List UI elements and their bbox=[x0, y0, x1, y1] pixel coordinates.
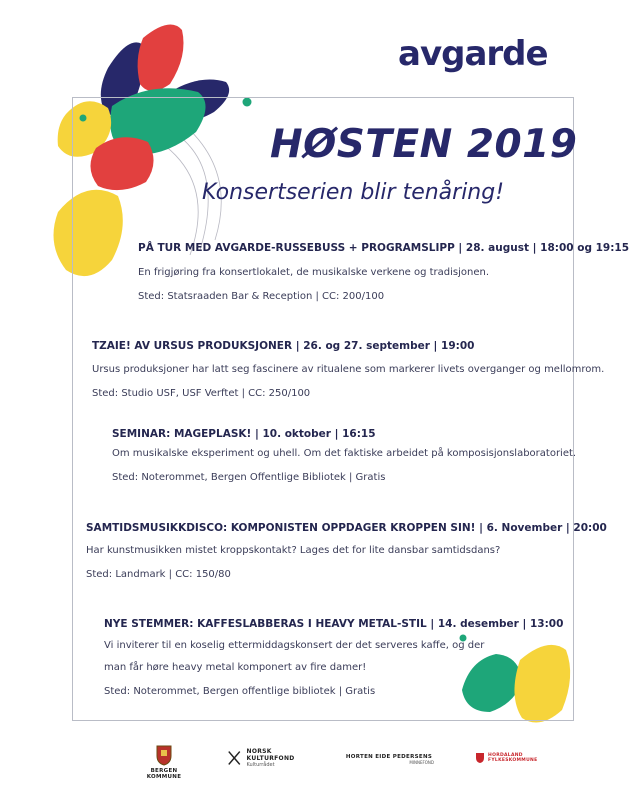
kulturfond-icon bbox=[226, 749, 243, 767]
sponsor-horten-label: HORTEN EIDE PEDERSENS bbox=[345, 754, 433, 760]
avgarde-logo: avgarde bbox=[398, 34, 548, 74]
sponsor-hordaland-label: HORDALAND FYLKESKOMMUNE bbox=[488, 753, 538, 763]
event-2-heading: TZAIE! AV URSUS PRODUKSJONER | 26. og 27. september | 19:00 bbox=[92, 340, 475, 352]
event-5-description-line-2: man får høre heavy metal komponert av fire damer! bbox=[104, 662, 367, 673]
event-4-venue: Sted: Landmark | CC: 150/80 bbox=[86, 569, 231, 580]
sponsor-bergen-kommune-label: BERGEN KOMMUNE bbox=[146, 768, 182, 780]
sponsor-horten-sub: MINNEFOND bbox=[409, 760, 434, 765]
crest-icon bbox=[155, 744, 173, 766]
sponsor-horten-eide-pedersens bbox=[344, 754, 434, 765]
sponsor-norsk-kulturfond bbox=[226, 748, 316, 768]
event-2-description: Ursus produksjoner har latt seg fascinere av ritualene som markerer livets overganger og mellomrom. bbox=[92, 364, 605, 375]
event-3-venue: Sted: Noterommet, Bergen Offentlige Bibliotek | Gratis bbox=[112, 472, 386, 483]
sponsor-kulturfond-label: NORSK KULTURFOND bbox=[246, 748, 295, 762]
event-1-venue: Sted: Statsraaden Bar & Reception | CC: 200/100 bbox=[138, 291, 385, 302]
event-1-heading: PÅ TUR MED AVGARDE-RUSSEBUSS + PROGRAMSLIPP | 28. august | 18:00 og 19:15 bbox=[138, 242, 630, 254]
sponsor-hordaland-fylkeskommune bbox=[475, 752, 555, 764]
event-5-description-line-1: Vi inviterer til en koselig ettermiddagskonsert der det serveres kaffe, og der bbox=[104, 640, 485, 651]
event-4-heading: SAMTIDSMUSIKKDISCO: KOMPONISTEN OPPDAGER KROPPEN SIN! | 6. November | 20:00 bbox=[86, 522, 607, 534]
event-1-description: En frigjøring fra konsertlokalet, de musikalske verkene og tradisjonen. bbox=[138, 267, 490, 278]
event-5-heading: NYE STEMMER: KAFFESLABBERAS I HEAVY METAL-STIL | 14. desember | 13:00 bbox=[104, 618, 564, 630]
event-3-description: Om musikalske eksperiment og uhell. Om det faktiske arbeidet på komposisjonslaboratoriet. bbox=[112, 448, 577, 459]
event-3-heading: SEMINAR: MAGEPLASK! | 10. oktober | 16:15 bbox=[112, 428, 376, 440]
event-2-venue: Sted: Studio USF, USF Verftet | CC: 250/100 bbox=[92, 388, 311, 399]
sponsor-bergen-kommune bbox=[140, 744, 188, 780]
event-4-description: Har kunstmusikken mistet kroppskontakt? Lages det for lite dansbar samtidsdans? bbox=[86, 545, 501, 556]
page-title: HØSTEN 2019 bbox=[270, 122, 578, 167]
page-subtitle: Konsertserien blir tenåring! bbox=[202, 180, 505, 205]
sponsor-kulturfond-sub: Kulturrådet bbox=[246, 762, 275, 768]
shield-icon bbox=[475, 752, 485, 764]
event-5-venue: Sted: Noterommet, Bergen offentlige bibliotek | Gratis bbox=[104, 686, 376, 697]
